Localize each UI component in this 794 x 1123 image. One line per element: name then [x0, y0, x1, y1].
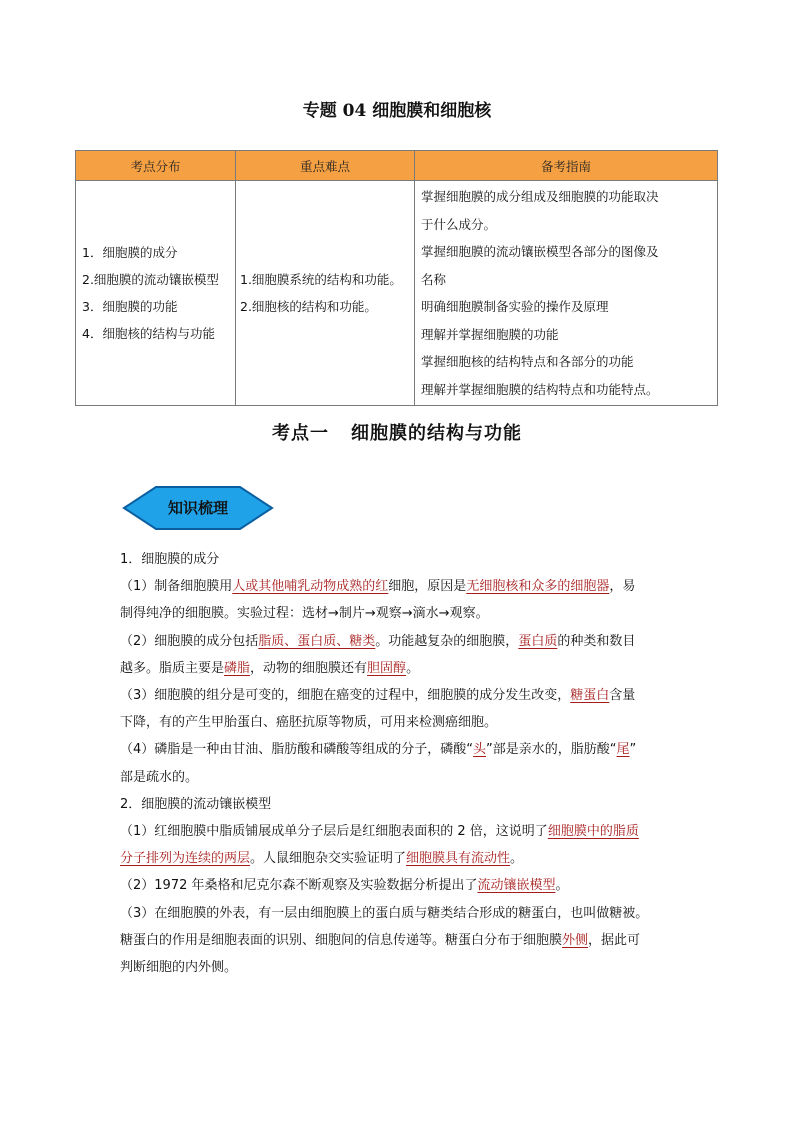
- paragraph: （1）制备细胞膜用人或其他哺乳动物成熟的红细胞，原因是无细胞核和众多的细胞器，易: [120, 579, 636, 595]
- table-row: [76, 181, 718, 406]
- paragraph: 制得纯净的细胞膜。实验过程：选材→制片→观察→滴水→观察。: [120, 606, 489, 622]
- list-item: 2.细胞核的结构和功能。: [240, 299, 377, 314]
- header-guide: 备考指南: [415, 151, 718, 181]
- header-key-points: 重点难点: [236, 151, 415, 181]
- answer-text: 细胞膜中的脂质: [547, 824, 639, 840]
- list-item: 1.细胞膜系统的结构和功能。: [240, 272, 402, 287]
- answer-text: 外侧: [562, 932, 589, 948]
- answer-text: 磷脂: [224, 660, 251, 676]
- summary-table: [75, 150, 718, 406]
- paragraph: 分子排列为连续的两层。人鼠细胞杂交实验证明了细胞膜具有流动性。: [120, 851, 524, 867]
- paragraph: 糖蛋白的作用是细胞表面的识别、细胞间的信息传递等。糖蛋白分布于细胞膜外侧，据此可: [120, 932, 641, 948]
- paragraph: 部是疏水的。: [120, 769, 199, 785]
- answer-text: 糖蛋白: [570, 688, 610, 704]
- list-item: 于什么成分。: [421, 216, 497, 232]
- subheading: 1．细胞膜的成分: [120, 552, 220, 567]
- list-item: 1．细胞膜的成分: [82, 245, 178, 260]
- answer-text: 分子排列为连续的两层: [120, 851, 251, 867]
- list-item: 理解并掌握细胞膜的功能: [421, 326, 559, 342]
- list-item: 明确细胞膜制备实验的操作及原理: [421, 299, 609, 314]
- page-title: 专题 04 细胞膜和细胞核: [302, 101, 492, 121]
- badge-label: 知识梳理: [167, 499, 228, 517]
- paragraph: 越多。脂质主要是磷脂，动物的细胞膜还有胆固醇。: [120, 660, 420, 676]
- key-points-cell: [236, 181, 415, 406]
- list-item: 4．细胞核的结构与功能: [82, 326, 215, 341]
- header-distribution: 考点分布: [76, 151, 236, 181]
- paragraph: （1）红细胞膜中脂质铺展成单分子层后是红细胞表面积的 2 倍，这说明了细胞膜中的脂质: [120, 824, 639, 840]
- list-item: 掌握细胞膜的流动镶嵌模型各部分的图像及: [421, 244, 659, 259]
- answer-text: 流动镶嵌模型: [477, 878, 556, 894]
- list-item: 3．细胞膜的功能: [82, 299, 178, 314]
- list-item: 掌握细胞膜的成分组成及细胞膜的功能取决: [421, 189, 659, 204]
- answer-text: 脂质、蛋白质、糖类: [258, 633, 376, 649]
- distribution-cell: [76, 181, 236, 406]
- list-item: 理解并掌握细胞膜的结构特点和功能特点。: [421, 381, 659, 397]
- content-body: [120, 546, 680, 981]
- subheading: 2．细胞膜的流动镶嵌模型: [120, 796, 272, 812]
- table-header-row: [76, 151, 718, 181]
- answer-text: 胆固醇: [367, 660, 407, 676]
- list-item: 名称: [421, 271, 447, 287]
- answer-text: 无细胞核和众多的细胞器: [466, 579, 610, 595]
- answer-text: 头: [473, 742, 487, 758]
- paragraph: （2）细胞膜的成分包括脂质、蛋白质、糖类。功能越复杂的细胞膜，蛋白质的种类和数目: [120, 633, 636, 649]
- paragraph: 下降，有的产生甲胎蛋白、癌胚抗原等物质，可用来检测癌细胞。: [120, 715, 498, 731]
- paragraph: （3）细胞膜的组分是可变的，细胞在癌变的过程中，细胞膜的成分发生改变，糖蛋白含量: [120, 688, 636, 704]
- guide-cell: [415, 181, 718, 406]
- knowledge-badge: [122, 485, 274, 531]
- answer-text: 尾: [616, 742, 630, 758]
- paragraph: 判断细胞的内外侧。: [120, 960, 238, 976]
- list-item: 掌握细胞核的结构特点和各部分的功能: [421, 354, 634, 369]
- list-item: 2.细胞膜的流动镶嵌模型: [82, 272, 219, 287]
- section-title: [0, 419, 794, 445]
- section-number: 考点一: [272, 423, 329, 444]
- answer-text: 人或其他哺乳动物成熟的红: [232, 579, 389, 595]
- paragraph: （4）磷脂是一种由甘油、脂肪酸和磷酸等组成的分子，磷酸“头”部是亲水的，脂肪酸“尾”: [120, 742, 637, 758]
- answer-text: 蛋白质: [518, 633, 558, 649]
- paragraph: （2）1972 年桑格和尼克尔森不断观察及实验数据分析提出了流动镶嵌模型。: [120, 878, 569, 894]
- answer-text: 细胞膜具有流动性: [406, 851, 511, 867]
- paragraph: （3）在细胞膜的外表，有一层由细胞膜上的蛋白质与糖类结合形成的糖蛋白，也叫做糖被。: [120, 905, 649, 921]
- section-heading: 细胞膜的结构与功能: [351, 423, 522, 444]
